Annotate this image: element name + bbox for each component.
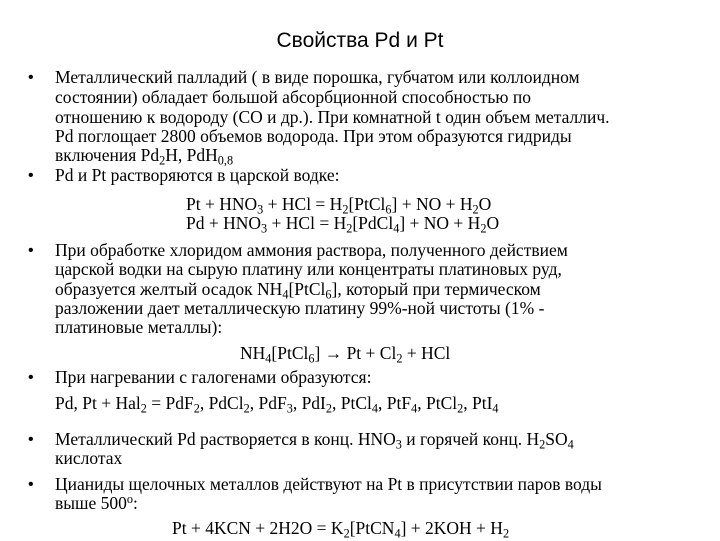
bullet-3-line-2: царской водки на сырую платину или концентраты платиновых руд,	[55, 259, 562, 279]
text-segment: [PtCN	[349, 518, 395, 538]
text-segment: + HCl	[402, 343, 451, 363]
subscript: 2	[396, 351, 403, 366]
text-segment: NH	[240, 343, 266, 363]
bullet-marker: •	[28, 369, 34, 386]
subscript: 4	[394, 526, 401, 541]
bullet-1-line-1: Металлический палладий ( в виде порошка, губчатом или коллоидном	[55, 67, 580, 87]
bullet-1-line-3: отношению к водороду (CO и др.). При комнатной t один объем металлич.	[55, 107, 610, 127]
subscript: 0,8	[217, 153, 234, 168]
subscript: 2	[502, 526, 510, 541]
bullet-2-line-3	[186, 213, 500, 236]
text-segment: Pt + HNO	[186, 194, 258, 214]
slide-title: Свойства Pd и Pt	[276, 29, 444, 52]
subscript: 2	[140, 401, 147, 416]
text-segment: [PdCl	[352, 213, 394, 233]
bullet-3-line-5: платиновые металлы):	[55, 317, 223, 337]
text-segment: [PtCl	[288, 279, 326, 299]
bullet-5-line-2: кислотах	[55, 448, 123, 468]
subscript: 4	[393, 221, 400, 236]
text-segment: , PdI	[292, 393, 326, 413]
bullet-3-line-3	[55, 279, 541, 302]
subscript: 3	[286, 401, 293, 416]
bullet-6-line-3	[172, 518, 510, 541]
bullet-1-line-4: Pd поглощает 2800 объемов водорода. При этом образуются гидриды	[55, 126, 572, 146]
subscript: 2	[539, 437, 546, 452]
text-segment: = PdF	[146, 393, 194, 413]
text-segment: ] + NO + H	[391, 194, 473, 214]
subscript: 2	[159, 153, 166, 168]
text-segment: Pd + HNO	[186, 213, 262, 233]
text-segment: , PtF	[378, 393, 412, 413]
text-segment: H, PdH	[165, 145, 218, 165]
bullet-3-line-6	[240, 343, 451, 366]
text-segment: + HCl = H	[263, 194, 343, 214]
text-segment: [PtCl	[348, 194, 386, 214]
subscript: 2	[193, 401, 200, 416]
text-segment: выше 500	[55, 493, 127, 513]
bullet-6-line-2	[55, 491, 138, 513]
subscript: 2	[346, 221, 353, 236]
subscript: 2	[472, 202, 479, 217]
text-segment: , PdF	[249, 393, 287, 413]
subscript: 4	[282, 287, 289, 302]
bullet-3-line-1: При обработке хлоридом аммония раствора, полученного действием	[55, 240, 568, 260]
subscript: 3	[257, 202, 264, 217]
subscript: 4	[567, 437, 574, 452]
subscript: 2	[480, 221, 487, 236]
text-segment: O	[486, 213, 500, 233]
text-segment: ] → Pt + Cl	[314, 343, 397, 363]
text-segment: ] + 2KOH + H	[400, 518, 503, 538]
text-segment: Pt + 4KCN + 2H2O = K	[172, 518, 344, 538]
text-segment: , PdCl	[199, 393, 244, 413]
bullet-4-line-2	[55, 393, 499, 416]
bullet-marker: •	[28, 167, 34, 184]
subscript: 2	[243, 401, 250, 416]
subscript: 3	[261, 221, 268, 236]
subscript: 4	[492, 401, 499, 416]
bullet-marker: •	[28, 69, 34, 86]
bullet-1-line-5	[55, 145, 234, 168]
bullet-3-line-4: разложении дает металлическую платину 99%-ной чистоты (1% -	[55, 298, 545, 318]
subscript: 2	[457, 401, 464, 416]
bullet-1-line-2: состоянии) обладает большой абсорбционной способностью по	[55, 87, 531, 107]
text-segment: Pd, Pt + Hal	[55, 393, 141, 413]
text-segment: ] + NO + H	[399, 213, 481, 233]
text-segment: , PtCl	[332, 393, 372, 413]
text-segment: и горячей конц. H	[401, 429, 540, 449]
bullet-5-line-1	[55, 429, 574, 452]
subscript: 6	[308, 351, 315, 366]
subscript: 6	[325, 287, 332, 302]
subscript: 4	[411, 401, 418, 416]
bullet-marker: •	[28, 476, 34, 493]
text-segment: , PtCl	[417, 393, 458, 413]
superscript: о	[126, 491, 134, 506]
text-segment: образуется желтый осадок NH	[55, 279, 283, 299]
text-segment: включения Pd	[55, 145, 160, 165]
subscript: 6	[385, 202, 392, 217]
bullet-2-line-2	[186, 194, 492, 217]
text-segment: + HCl = H	[267, 213, 347, 233]
text-segment: SO	[545, 429, 568, 449]
text-segment: [PtCl	[271, 343, 309, 363]
text-segment: , PtI	[463, 393, 493, 413]
subscript: 2	[325, 401, 332, 416]
subscript: 4	[371, 401, 379, 416]
bullet-marker: •	[28, 431, 34, 448]
subscript: 3	[395, 437, 402, 452]
bullet-2-line-1: Pd и Pt растворяются в царской водке:	[55, 165, 340, 185]
subscript: 2	[343, 526, 350, 541]
subscript: 2	[342, 202, 349, 217]
text-segment: Металлический Pd растворяется в конц. HNO	[55, 429, 396, 449]
subscript: 4	[265, 351, 272, 366]
bullet-marker: •	[28, 242, 34, 259]
text-segment: ], который при термическом	[331, 279, 541, 299]
text-segment: :	[133, 493, 138, 513]
bullet-6-line-1: Цианиды щелочных металлов действуют на Pt в присутствии паров воды	[55, 474, 602, 494]
text-segment: O	[478, 194, 492, 214]
bullet-4-line-1: При нагревании с галогенами образуются:	[55, 367, 372, 387]
